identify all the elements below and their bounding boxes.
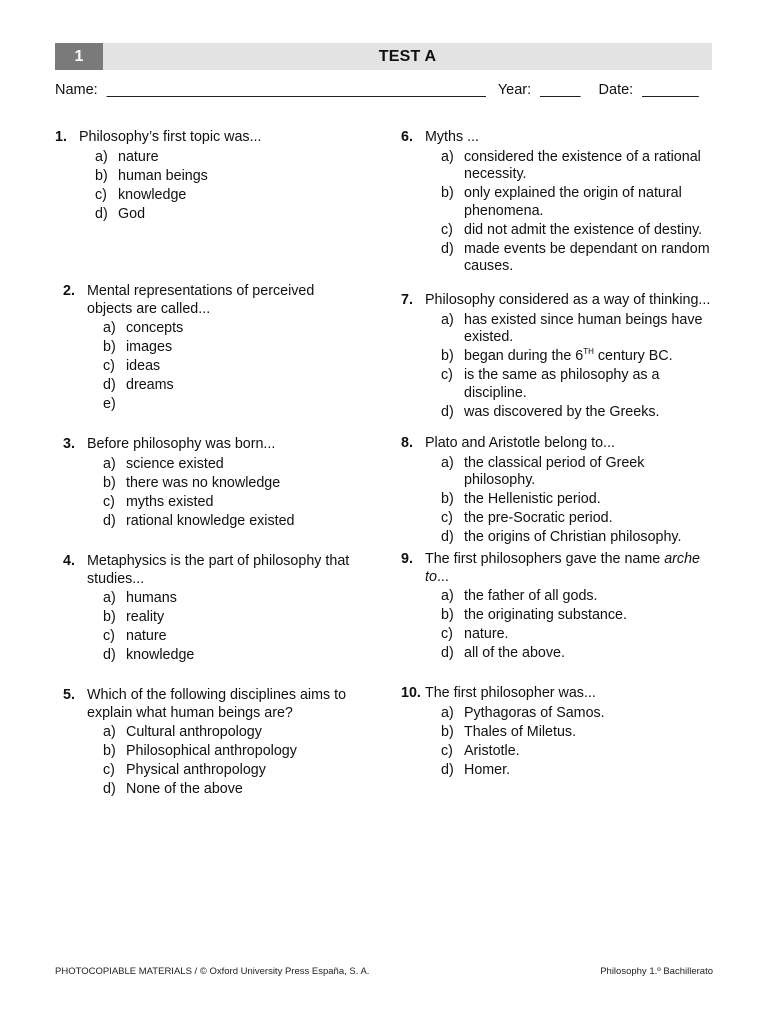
answer-option: [103, 647, 363, 665]
option-text: [126, 358, 363, 376]
year-label: Year:: [497, 82, 532, 98]
option-letter: b): [103, 339, 116, 355]
question-text: [87, 436, 363, 454]
question-text-main: Philosophy’s first topic was...: [79, 129, 262, 145]
option-letter: c): [103, 628, 115, 644]
option-letter: a): [103, 455, 116, 472]
answer-option: [95, 206, 355, 224]
answer-option: [103, 609, 363, 627]
option-letter: d): [441, 240, 454, 257]
option-letter: b): [441, 348, 454, 364]
option-text: [126, 609, 363, 627]
option-text: [464, 645, 711, 663]
answer-option: [103, 396, 363, 414]
question-header: [55, 129, 355, 147]
option-text: [464, 149, 711, 184]
option-text: [464, 312, 711, 347]
option-letter: c): [441, 510, 453, 526]
question-header: [401, 129, 711, 147]
option-text-main: knowledge: [118, 186, 187, 203]
question-number: 7.: [401, 292, 413, 308]
option-text-main: dreams: [126, 377, 174, 393]
option-letter: b): [103, 609, 116, 625]
question-text-main: Before philosophy was born...: [87, 436, 276, 452]
option-text-main: nature: [118, 148, 159, 165]
answer-option: [441, 241, 711, 276]
answer-option: [441, 510, 711, 528]
question-text: [87, 553, 363, 588]
answer-options: [103, 724, 363, 799]
question-8: [401, 435, 711, 547]
question-text-main: Mental representations of perceived objects are called...: [87, 283, 315, 317]
question-7: [401, 292, 711, 421]
question-number: 2.: [63, 283, 75, 299]
answer-options: [103, 456, 363, 531]
answer-option: [103, 513, 363, 531]
unit-number-box: [55, 43, 103, 70]
option-letter: a): [103, 590, 116, 606]
option-letter: c): [103, 493, 115, 510]
option-text: [126, 456, 363, 474]
answer-options: [441, 149, 711, 276]
option-letter: b): [441, 607, 454, 623]
answer-option: [103, 475, 363, 493]
question-header: [63, 436, 363, 454]
option-text-main: human beings: [118, 167, 208, 184]
option-letter: a): [441, 588, 454, 604]
option-text-main: made events be dependant on random causes.: [464, 240, 710, 274]
answer-option: [441, 705, 711, 723]
option-text: [126, 724, 363, 742]
option-text: [126, 647, 363, 665]
answer-option: [103, 339, 363, 357]
option-letter: c): [95, 186, 107, 203]
question-number: 9.: [401, 551, 413, 567]
answer-option: [441, 222, 711, 240]
option-letter: a): [441, 148, 454, 165]
option-text: [464, 743, 711, 761]
option-text-main: there was no knowledge: [126, 474, 281, 491]
option-letter: b): [441, 723, 454, 740]
option-letter: a): [441, 454, 454, 471]
answer-options: [103, 320, 363, 414]
option-text: [126, 339, 363, 357]
question-text: [425, 129, 711, 147]
question-text-main: The first philosophers gave the name: [425, 551, 665, 567]
option-text-main: Homer.: [464, 761, 511, 778]
option-text: [464, 607, 711, 625]
footer-copyright: PHOTOCOPIABLE MATERIALS / © Oxford University Press España, S. A.: [55, 966, 370, 977]
answer-option: [441, 367, 711, 402]
question-text-main: The first philosopher was...: [425, 685, 596, 701]
option-text-main: Thales of Miletus.: [464, 723, 577, 740]
option-text: [464, 222, 711, 240]
answer-options: [103, 590, 363, 665]
option-letter: c): [103, 762, 115, 778]
footer-course: Philosophy 1.º Bachillerato: [600, 966, 713, 977]
answer-option: [441, 185, 711, 220]
answer-option: [103, 724, 363, 742]
student-info-row: [55, 82, 715, 98]
answer-option: [103, 358, 363, 376]
question-number: 10.: [401, 685, 421, 701]
option-text-main: was discovered by the Greeks.: [464, 403, 660, 420]
answer-option: [103, 494, 363, 512]
question-header: [401, 685, 711, 703]
question-2: [63, 283, 363, 414]
option-text: [126, 628, 363, 646]
option-text: [126, 377, 363, 395]
option-letter: d): [103, 647, 116, 663]
answer-options: [441, 588, 711, 663]
option-text-main: concepts: [126, 320, 184, 336]
option-text-main: did not admit the existence of destiny.: [464, 221, 703, 238]
option-letter: c): [441, 626, 453, 642]
option-text-main: has existed since human beings have existed.: [464, 311, 703, 345]
answer-option: [441, 762, 711, 780]
option-text-main: humans: [126, 590, 177, 606]
name-blank: _______________________________________________: [106, 82, 486, 98]
option-text: [464, 404, 711, 422]
question-header: [63, 283, 363, 318]
option-letter: c): [441, 742, 453, 759]
option-text: [464, 185, 711, 220]
option-letter: b): [441, 491, 454, 507]
answer-option: [95, 187, 355, 205]
question-text: [425, 292, 711, 310]
question-text-main: Plato and Aristotle belong to...: [425, 435, 615, 451]
option-text-main: nature: [126, 628, 167, 644]
option-text-main: Aristotle.: [464, 742, 520, 759]
question-header: [63, 687, 363, 722]
option-letter: d): [441, 761, 454, 778]
option-text-main: Cultural anthropology: [126, 724, 262, 740]
option-text-main: Philosophical anthropology: [126, 743, 297, 759]
question-number: 6.: [401, 129, 413, 145]
option-letter: e): [103, 396, 116, 412]
option-text-main: ideas: [126, 358, 161, 374]
option-letter: b): [103, 474, 116, 491]
option-letter: d): [103, 512, 116, 529]
option-text-main: images: [126, 339, 173, 355]
answer-option: [441, 607, 711, 625]
option-letter: a): [441, 311, 454, 328]
option-text-main: None of the above: [126, 781, 243, 797]
option-text-main: the father of all gods.: [464, 588, 598, 604]
option-text-main: only explained the origin of natural phenomena.: [464, 185, 682, 219]
option-letter: d): [103, 781, 116, 797]
option-text: [126, 590, 363, 608]
answer-options: [441, 705, 711, 780]
answer-option: [441, 312, 711, 347]
answer-option: [103, 377, 363, 395]
option-letter: d): [441, 645, 454, 661]
question-text: [425, 435, 711, 453]
option-letter: b): [441, 185, 454, 201]
answer-option: [441, 724, 711, 742]
option-superscript: TH: [583, 347, 594, 357]
option-text-main: the classical period of Greek philosophy.: [464, 454, 645, 488]
answer-option: [441, 455, 711, 490]
answer-options: [441, 312, 711, 422]
option-text: [464, 367, 711, 402]
question-6: [401, 129, 711, 276]
question-header: [401, 292, 711, 310]
option-text-main: the origins of Christian philosophy.: [464, 529, 682, 545]
option-letter: b): [103, 743, 116, 759]
option-text: [126, 513, 363, 531]
name-label: Name:: [55, 82, 98, 98]
option-text: [464, 348, 711, 366]
test-header-bar: [55, 43, 712, 70]
option-text: [464, 588, 711, 606]
question-text-tail: ...: [436, 568, 449, 585]
option-text-main: began during the 6: [464, 348, 584, 364]
question-number: 1.: [55, 129, 67, 145]
question-10: [401, 685, 711, 779]
question-text-main: Myths ...: [425, 129, 480, 145]
option-letter: a): [103, 320, 116, 336]
answer-option: [441, 491, 711, 509]
answer-option: [103, 590, 363, 608]
question-text: [87, 687, 363, 722]
option-text-main: God: [118, 205, 146, 222]
option-letter: d): [441, 403, 454, 420]
option-letter: d): [103, 377, 116, 393]
question-number: 4.: [63, 553, 75, 569]
question-text-main: Metaphysics is the part of philosophy that studies...: [87, 553, 350, 587]
option-text: [464, 491, 711, 509]
option-letter: c): [441, 367, 453, 383]
answer-option: [441, 645, 711, 663]
option-text: [464, 626, 711, 644]
option-text-main: the originating substance.: [464, 607, 627, 623]
option-text: [126, 762, 363, 780]
option-letter: a): [103, 724, 116, 740]
option-text: [126, 781, 363, 799]
question-number: 3.: [63, 436, 75, 452]
option-text: [118, 187, 355, 205]
answer-option: [103, 762, 363, 780]
answer-option: [441, 743, 711, 761]
option-text-main: is the same as philosophy as a discipline.: [464, 367, 660, 401]
option-text: [464, 529, 711, 547]
answer-option: [441, 588, 711, 606]
option-text: [464, 762, 711, 780]
option-text-main: all of the above.: [464, 645, 565, 661]
question-header: [63, 553, 363, 588]
option-text: [464, 241, 711, 276]
option-text-main: the Hellenistic period.: [464, 491, 601, 507]
answer-option: [103, 781, 363, 799]
question-5: [63, 687, 363, 799]
option-text-main: knowledge: [126, 647, 195, 663]
option-text: [126, 396, 363, 414]
year-blank: _____: [540, 82, 581, 98]
option-text: [118, 206, 355, 224]
option-text-main: Pythagoras of Samos.: [464, 704, 605, 721]
question-3: [63, 436, 363, 530]
answer-options: [95, 149, 355, 224]
question-text: [425, 685, 711, 703]
option-letter: d): [95, 205, 108, 222]
date-blank: _______: [642, 82, 699, 98]
question-header: [401, 435, 711, 453]
question-1: [55, 129, 355, 223]
answer-option: [441, 626, 711, 644]
option-text-main: myths existed: [126, 493, 214, 510]
option-text: [126, 320, 363, 338]
option-text-main: the pre-Socratic period.: [464, 510, 613, 526]
question-text: [87, 283, 363, 318]
option-letter: a): [441, 704, 454, 721]
option-text-main: rational knowledge existed: [126, 512, 295, 529]
option-text-main: nature.: [464, 626, 509, 642]
option-text: [118, 168, 355, 186]
answer-option: [103, 320, 363, 338]
question-text-main: Which of the following disciplines aims to explain what human beings are?: [87, 687, 347, 721]
answer-option: [441, 529, 711, 547]
answer-option: [103, 456, 363, 474]
option-text: [464, 724, 711, 742]
option-text: [464, 510, 711, 528]
option-text-main: science existed: [126, 455, 224, 472]
option-text-main: reality: [126, 609, 165, 625]
question-number: 5.: [63, 687, 75, 703]
answer-option: [441, 149, 711, 184]
question-text-italic: arche to: [425, 551, 700, 585]
answer-option: [441, 348, 711, 366]
option-letter: d): [441, 529, 454, 545]
date-label: Date:: [598, 82, 634, 98]
option-text: [464, 455, 711, 490]
answer-option: [103, 628, 363, 646]
answer-option: [103, 743, 363, 761]
question-4: [63, 553, 363, 665]
option-text: [464, 705, 711, 723]
question-text-main: Philosophy considered as a way of thinking...: [425, 292, 711, 308]
answer-options: [441, 455, 711, 547]
test-title: TEST A: [378, 47, 437, 65]
option-text-main: Physical anthropology: [126, 762, 266, 778]
option-text: [118, 149, 355, 167]
option-text-tail: century BC.: [593, 348, 673, 364]
unit-number: 1: [74, 47, 84, 65]
question-header: [401, 551, 711, 586]
question-text: [425, 551, 711, 586]
answer-option: [441, 404, 711, 422]
answer-option: [95, 149, 355, 167]
option-text-main: considered the existence of a rational necessity.: [464, 148, 701, 182]
option-letter: c): [441, 221, 453, 238]
option-text: [126, 743, 363, 761]
question-number: 8.: [401, 435, 413, 451]
option-text: [126, 494, 363, 512]
option-letter: c): [103, 358, 115, 374]
option-letter: a): [95, 148, 108, 165]
question-text: [79, 129, 355, 147]
option-text: [126, 475, 363, 493]
question-9: [401, 551, 711, 663]
answer-option: [95, 168, 355, 186]
option-letter: b): [95, 167, 108, 184]
